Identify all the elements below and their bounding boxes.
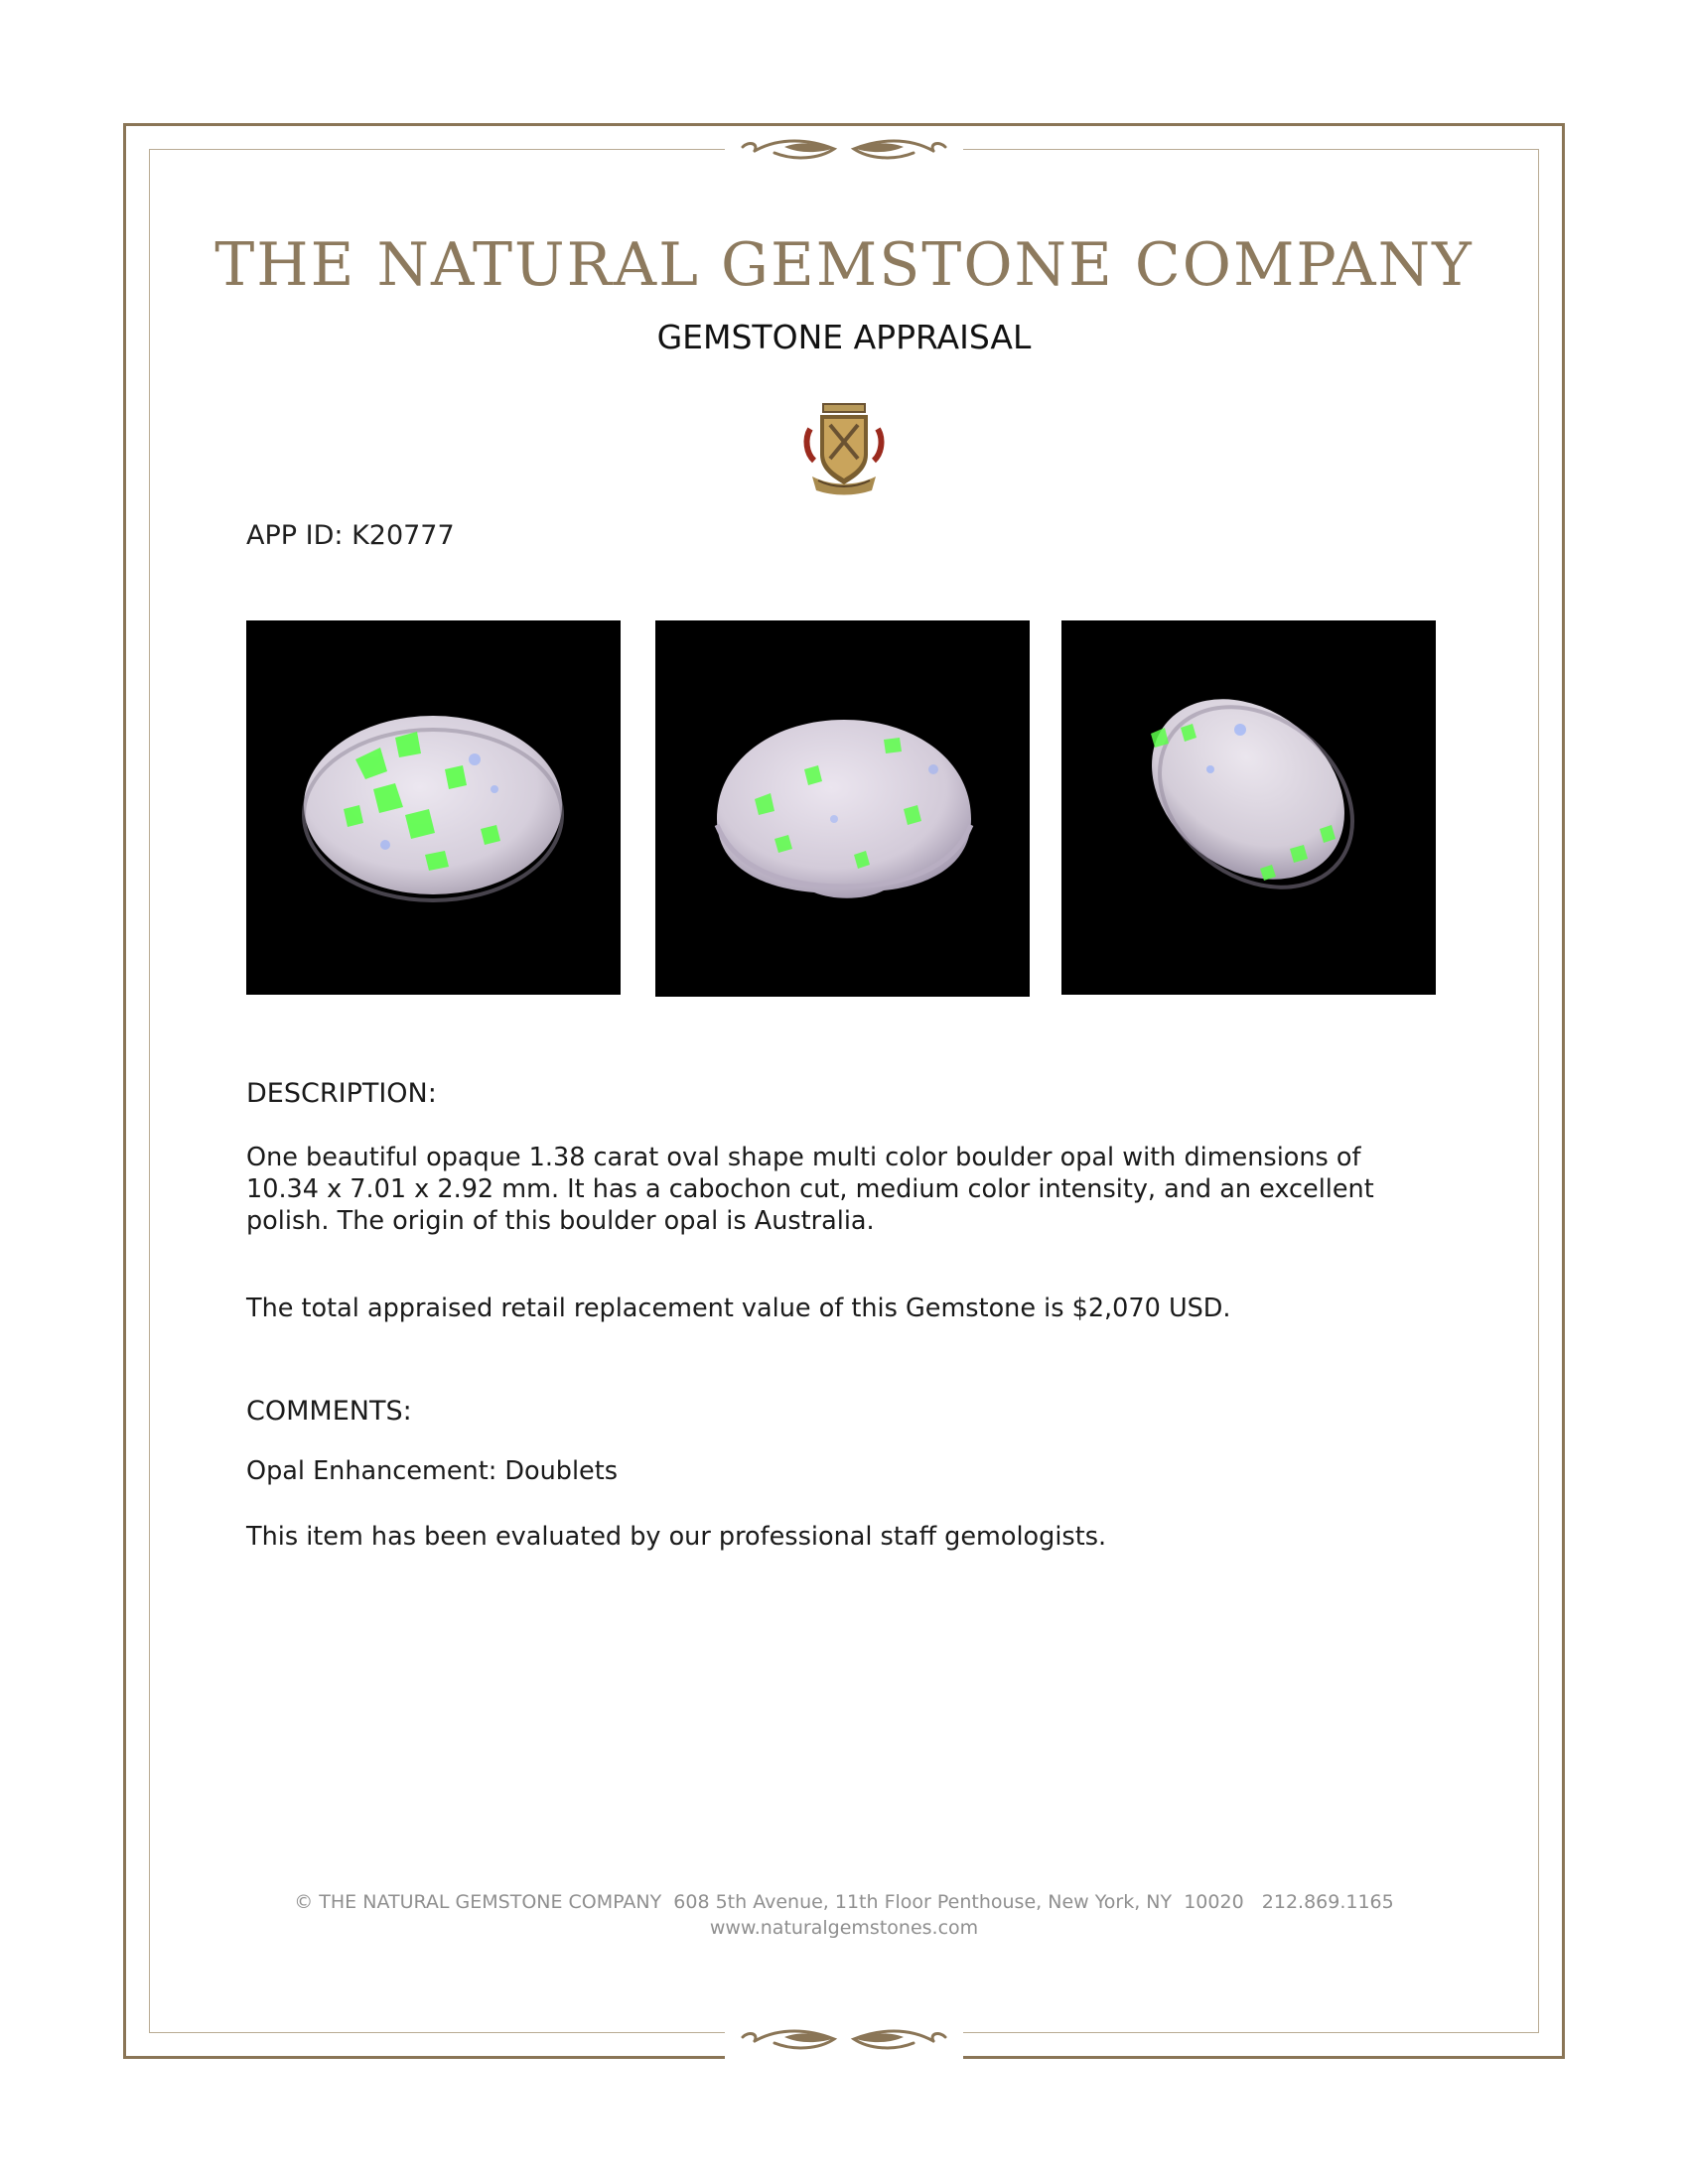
company-name: THE NATURAL GEMSTONE COMPANY <box>214 230 1474 300</box>
opal-photo-side <box>655 620 1030 997</box>
appraised-value-text: The total appraised retail replacement value of this Gemstone is $2,070 USD. <box>246 1294 1231 1323</box>
app-id <box>246 520 455 551</box>
description-text: One beautiful opaque 1.38 carat oval shape multi color boulder opal with dimensions of 10.34 x 7.01 x 2.92 mm. It has a cabochon cut, medium color intensity, and an excellent polish. The origin of this boulder opal is Australia. <box>246 1143 1374 1236</box>
evaluation-text: This item has been evaluated by our professional staff gemologists. <box>246 1522 1107 1552</box>
opal-photo-angled <box>1061 620 1436 995</box>
opal-photo-front <box>246 620 621 995</box>
document-title: GEMSTONE APPRAISAL <box>656 318 1032 356</box>
description-heading: DESCRIPTION: <box>246 1078 437 1109</box>
app-id-label: APP ID: <box>246 520 344 551</box>
crest-logo-icon <box>802 399 886 498</box>
bottom-ornament-icon <box>725 2019 963 2059</box>
footer <box>0 1889 1688 1941</box>
footer-address: © THE NATURAL GEMSTONE COMPANY 608 5th Avenue, 11th Floor Penthouse, New York, NY 10020 212.869.1165 <box>294 1891 1394 1913</box>
top-ornament-icon <box>725 129 963 169</box>
app-id-value: K20777 <box>352 520 455 551</box>
comments-heading: COMMENTS: <box>246 1396 412 1427</box>
footer-website: www.naturalgemstones.com <box>709 1917 979 1939</box>
enhancement-text: Opal Enhancement: Doublets <box>246 1456 619 1486</box>
